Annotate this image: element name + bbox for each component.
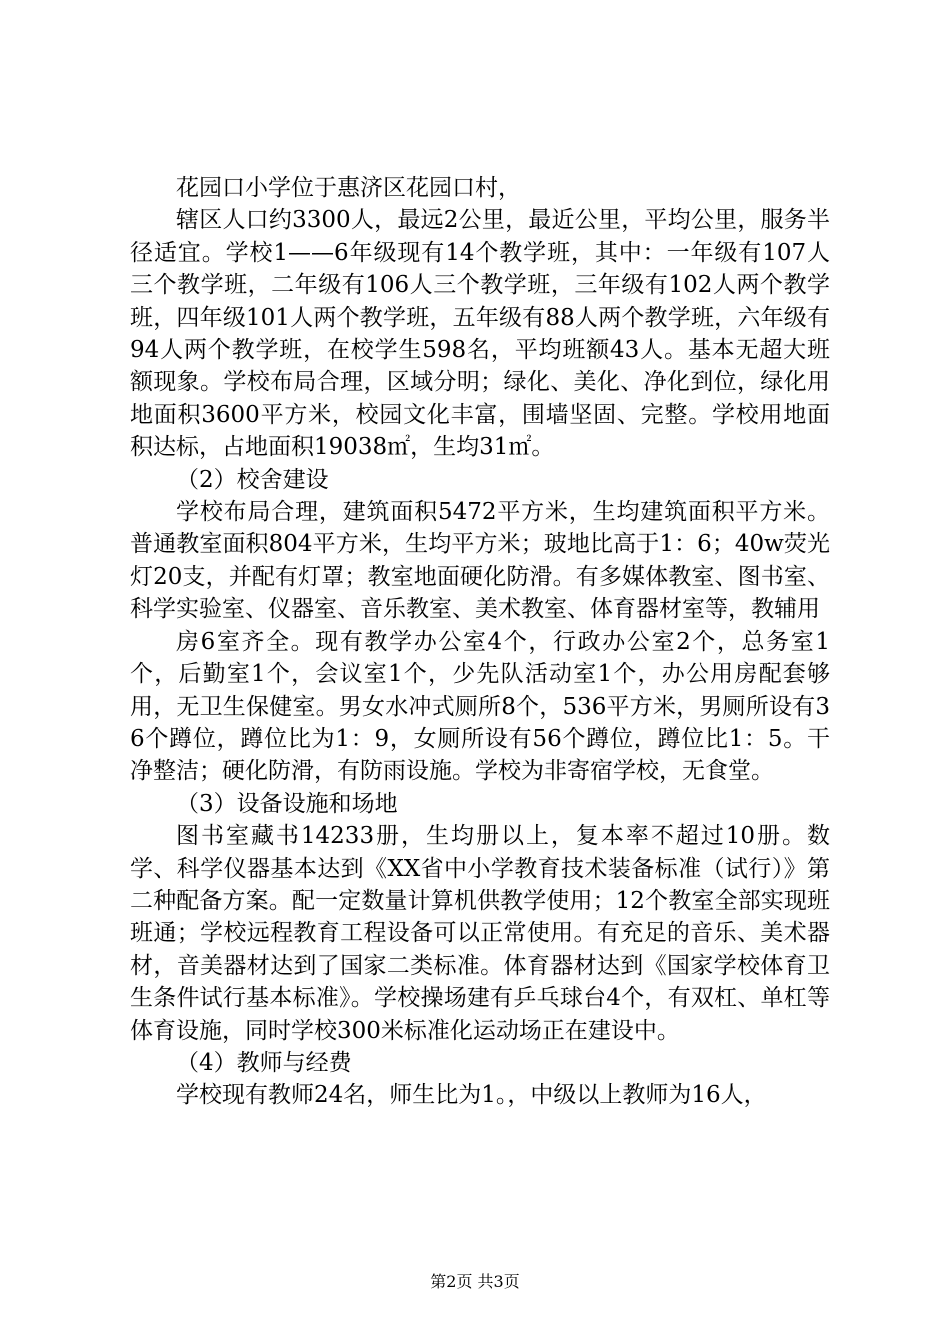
page-footer: 第2页 共3页 — [430, 1272, 520, 1291]
paragraph-intro: 花园口小学位于惠济区花园口村， — [176, 175, 521, 201]
paragraph-population-classes: 辖区人口约3300人，最远2公里，最近公里，平均公里，服务半径适宜。学校1——6年级现有14个教学班，其中：一年级有107人三个教学班，二年级有106人三个教学班，三年级有102人两个教学班，四年级101人两个教学班，五年级有88人两个教学班，六年级有94人两个教学班，在校学生598名，平均班额43人。基本无超大班额现象。学校布局合理，区域分明；绿化、美化、净化到位，绿化用地面积3600平方米，校园文化丰富，围墙坚固、完整。学校用地面积达标，占地面积19038㎡，生均31㎡。 — [130, 207, 830, 461]
paragraph-equipment: 图书室藏书14233册，生均册以上，复本率不超过10册。数学、科学仪器基本达到《XX省中小学教育技术装备标准（试行）》第二种配备方案。配一定数量计算机供教学使用；12个教室全部实现班班通；学校远程教育工程设备可以正常使用。有充足的音乐、美术器材，音美器材达到了国家二类标准。体育器材达到《国家学校体育卫生条件试行基本标准》。学校操场建有乒乓球台4个，有双杠、单杠等体育设施，同时学校300米标准化运动场正在建设中。 — [130, 823, 830, 1044]
section-heading-school-buildings: （2）校舍建设 — [176, 466, 329, 493]
section-heading-teachers-funding: （4）教师与经费 — [176, 1049, 352, 1076]
paragraph-rooms-facilities: 房6室齐全。现有教学办公室4个，行政办公室2个，总务室1个，后勤室1个，会议室1个，少先队活动室1个，办公用房配套够用，无卫生保健室。男女水冲式厕所8个，536平方米，男厕所设有36个蹲位，蹲位比为1：9，女厕所设有56个蹲位，蹲位比1：5。干净整洁；硬化防滑，有防雨设施。学校为非寄宿学校，无食堂。 — [130, 628, 830, 785]
paragraph-teachers: 学校现有教师24名，师生比为1。，中级以上教师为16人， — [176, 1082, 767, 1109]
document-body — [130, 172, 830, 1112]
section-heading-equipment: （3）设备设施和场地 — [176, 790, 398, 817]
paragraph-buildings: 学校布局合理，建筑面积5472平方米，生均建筑面积平方米。普通教室面积804平方米，生均平方米；玻地比高于1：6；40w荧光灯20支，并配有灯罩；教室地面硬化防滑。有多媒体教室、图书室、科学实验室、仪器室、音乐教室、美术教室、体育器材室等，教辅用 — [130, 499, 830, 623]
